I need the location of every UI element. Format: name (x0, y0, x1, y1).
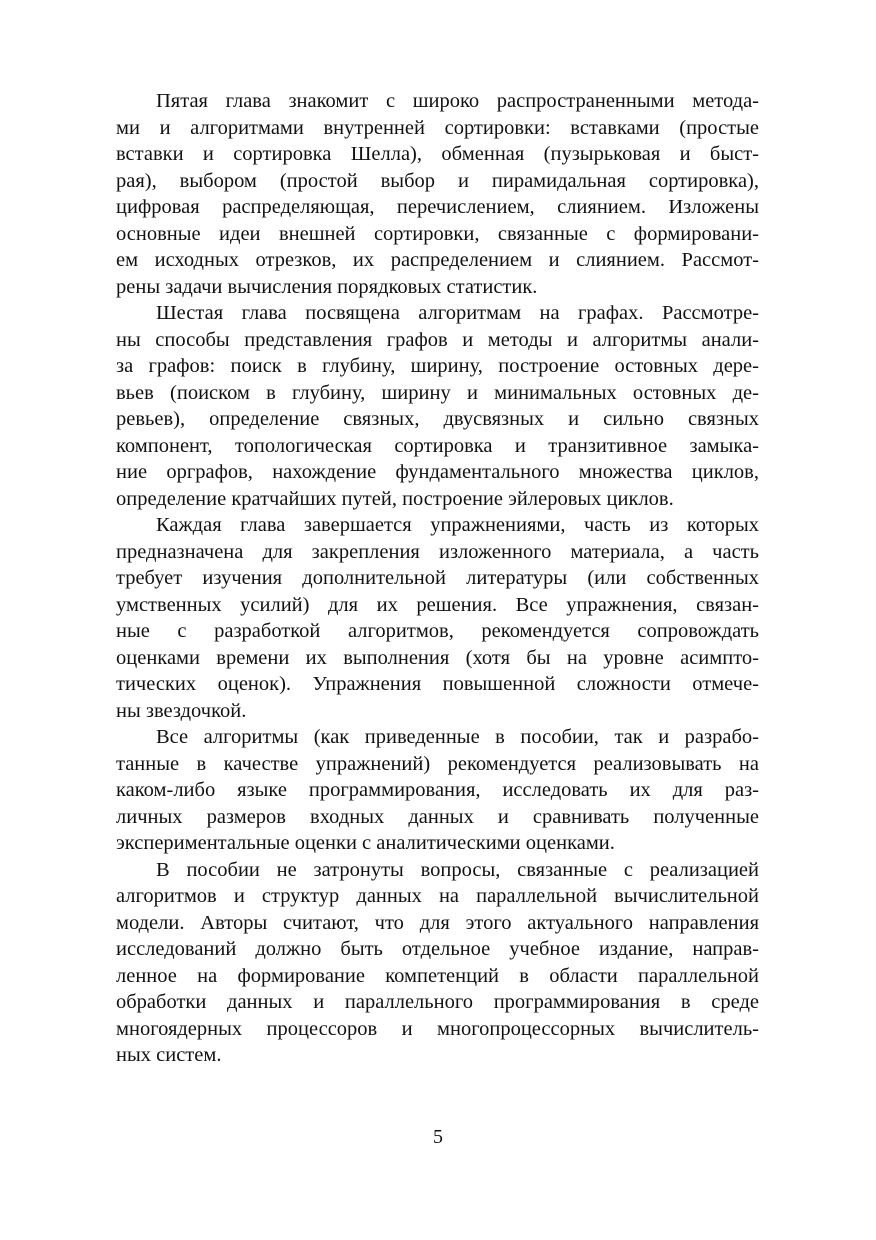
paragraph-chapter-five (116, 88, 759, 300)
text-line: рая), выбором (простой выбор и пирамидальная сортировка), (116, 169, 759, 192)
text-line: Каждая глава завершается упражнениями, часть из которых (156, 514, 759, 536)
text-line: В пособии не затронуты вопросы, связанные с реализацией (156, 858, 759, 881)
text-line: ны способы представления графов и методы и алгоритмы анали- (116, 328, 759, 351)
text-line: исследований должно быть отдельное учебное издание, направ- (116, 938, 759, 960)
text-line: ми и алгоритмами внутренней сортировки: вставками (простые (116, 116, 759, 139)
paragraph-chapter-six (116, 300, 759, 512)
text-line: вьев (поиском в глубину, ширину и минимальных остовных де- (116, 381, 759, 404)
text-line: Пятая глава знакомит с широко распространенными метода- (156, 90, 759, 112)
text-line: алгоритмов и структур данных на параллельной вычислительной (116, 885, 759, 907)
text-line: Шестая глава посвящена алгоритмам на графах. Рассмотре- (156, 302, 759, 324)
paragraph-exercises (116, 512, 759, 724)
text-line: ных систем. (116, 1044, 222, 1066)
text-line: многоядерных процессоров и многопроцессорных вычислитель- (116, 1017, 759, 1040)
text-line: ем исходных отрезков, их распределением и слиянием. Рассмот- (116, 249, 759, 271)
text-line: умственных усилий) для их решения. Все упражнения, связан- (116, 593, 759, 616)
paragraph-algorithms (116, 724, 759, 857)
text-line: требует изучения дополнительной литературы (или собственных (116, 567, 759, 589)
text-line: ны звездочкой. (116, 699, 247, 722)
text-line: определение кратчайших путей, построение эйлеровых циклов. (116, 487, 674, 510)
text-line: предназначена для закрепления изложенного материала, а часть (116, 540, 759, 563)
text-line: вставки и сортировка Шелла), обменная (пузырьковая и быст- (116, 143, 759, 165)
paragraph-parallel (116, 857, 759, 1069)
body-text (116, 88, 759, 1069)
page-number: 5 (433, 1126, 443, 1148)
text-line: личных размеров входных данных и сравнивать полученные (116, 805, 759, 828)
text-line: каком-либо языке программирования, исследовать их для раз- (116, 779, 759, 801)
text-line: цифровая распределяющая, перечислением, слиянием. Изложены (116, 196, 759, 218)
text-line: экспериментальные оценки с аналитическими оценками. (116, 832, 615, 854)
text-line: Все алгоритмы (как приведенные в пособии, так и разрабо- (156, 726, 759, 748)
text-line: ние орграфов, нахождение фундаментального множества циклов, (116, 461, 759, 483)
text-line: танные в качестве упражнений) рекомендуется реализовывать на (116, 752, 759, 775)
text-line: тических оценок). Упражнения повышенной сложности отмече- (116, 673, 759, 695)
text-line: ревьев), определение связных, двусвязных и сильно связных (116, 408, 759, 430)
text-line: обработки данных и параллельного программирования в среде (116, 991, 759, 1013)
text-line: компонент, топологическая сортировка и транзитивное замыка- (116, 434, 759, 457)
text-line: модели. Авторы считают, что для этого актуального направления (116, 911, 759, 934)
text-line: за графов: поиск в глубину, ширину, построение остовных дере- (116, 355, 759, 377)
text-line: рены задачи вычисления порядковых статистик. (116, 275, 538, 298)
text-line: оценками времени их выполнения (хотя бы на уровне асимпто- (116, 646, 759, 669)
text-line: ленное на формирование компетенций в области параллельной (116, 964, 759, 987)
text-line: ные с разработкой алгоритмов, рекомендуется сопровождать (116, 620, 759, 642)
text-line: основные идеи внешней сортировки, связанные с формировани- (116, 222, 759, 245)
